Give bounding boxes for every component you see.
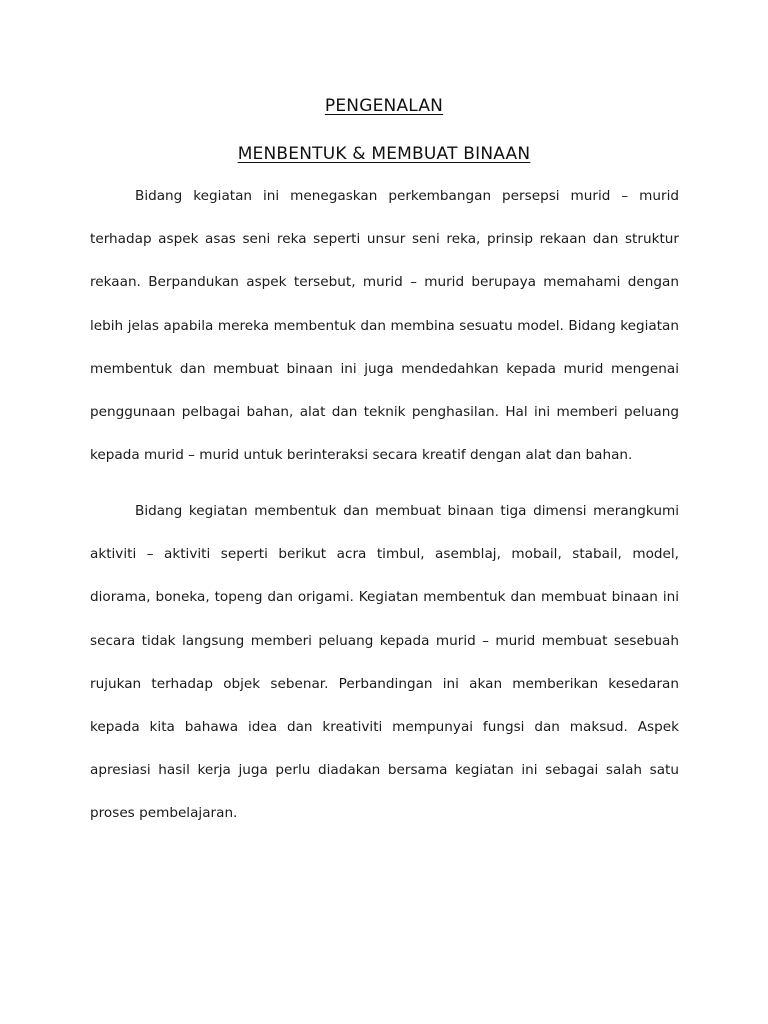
document-subtitle: MENBENTUK & MEMBUAT BINAAN <box>237 144 531 164</box>
document-title: PENGENALAN <box>324 96 444 116</box>
paragraph-2: Bidang kegiatan membentuk dan membuat binaan tiga dimensi merangkumi aktiviti – aktiviti seperti berikut acra timbul, asemblaj, mobail, stabail, model, diorama, boneka, topeng dan origami. Kegiatan membentuk dan membuat binaan ini secara tidak langsung memberi peluang kepada murid – murid membuat sesebuah rujukan terhadap objek sebenar. Perbandingan ini akan memberikan kesedaran kepada kita bahawa idea dan kreativiti mempunyai fungsi dan maksud. Aspek apresiasi hasil kerja juga perlu diadakan bersama kegiatan ini sebagai salah satu proses pembelajaran. <box>90 503 679 822</box>
paragraph-1: Bidang kegiatan ini menegaskan perkembangan persepsi murid – murid terhadap aspek asas seni reka seperti unsur seni reka, prinsip rekaan dan struktur rekaan. Berpandukan aspek tersebut, murid – murid berupaya memahami dengan lebih jelas apabila mereka membentuk dan membina sesuatu model. Bidang kegiatan membentuk dan membuat binaan ini juga mendedahkan kepada murid mengenai penggunaan pelbagai bahan, alat dan teknik penghasilan. Hal ini memberi peluang kepada murid – murid untuk berinteraksi secara kreatif dengan alat dan bahan. <box>90 188 679 464</box>
